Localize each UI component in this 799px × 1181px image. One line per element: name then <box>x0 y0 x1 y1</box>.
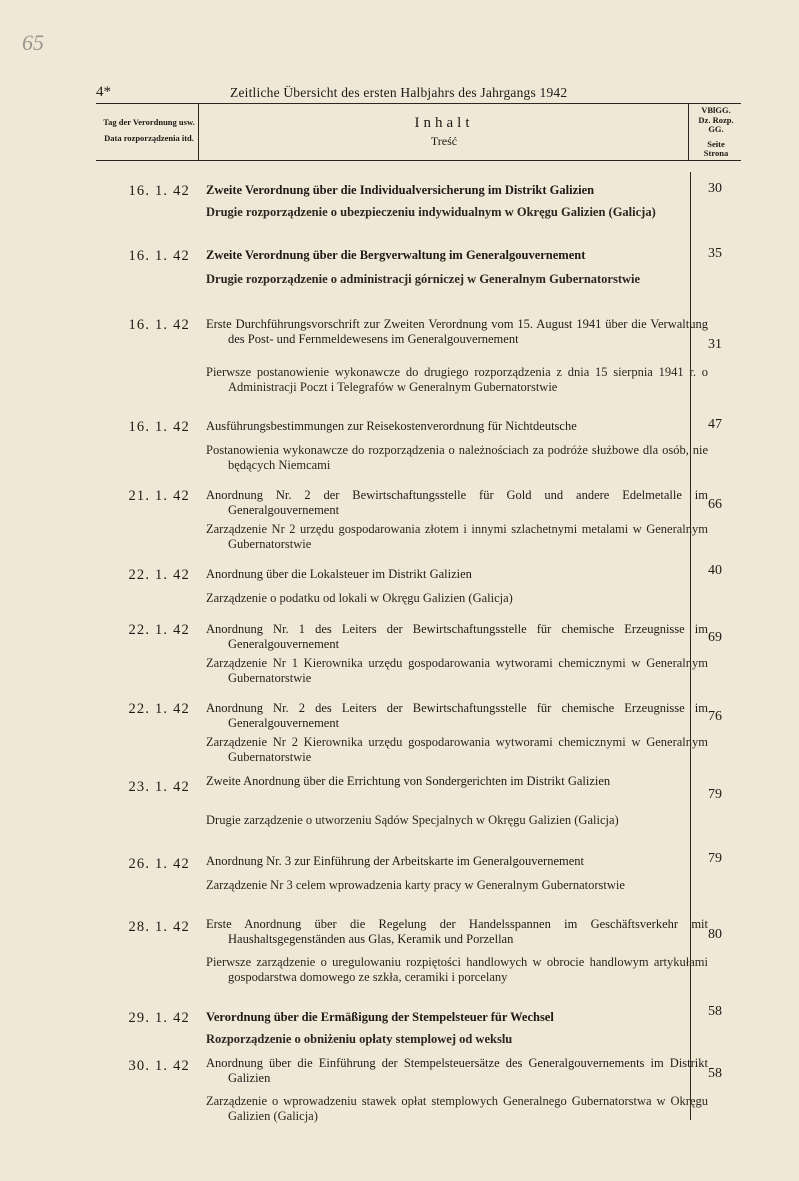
entry-title-de: Anordnung Nr. 2 des Leiters der Bewirtschaftungsstelle für chemische Erzeugnisse im Generalgouvernement <box>206 701 708 730</box>
header-bottom-rule <box>96 160 741 161</box>
entry-title-pl: Drugie rozporządzenie o administracji górniczej w Generalnym Gubernatorstwie <box>206 272 641 286</box>
entry-title-pl: Zarządzenie Nr 2 urzędu gospodarowania złotem i innymi szlachetnymi metalami w Generalnym Gubernatorstwie <box>206 522 708 551</box>
header-page-pl: Strona <box>703 148 729 158</box>
top-rule <box>96 103 741 104</box>
entry-title-de: Zweite Anordnung über die Errichtung von Sondergerichten im Distrikt Galizien <box>206 774 611 788</box>
entry-title-pl: Zarządzenie o wprowadzeniu stawek opłat stemplowych Generalnego Gubernatorstwa w Okręgu Galizien (Galicja) <box>206 1094 708 1123</box>
header-page-column <box>690 106 742 159</box>
entry-date: 16. 1. 42 <box>128 248 190 264</box>
entry-page: 47 <box>708 417 722 432</box>
running-head: Zeitliche Übersicht des ersten Halbjahrs des Jahrgangs 1942 <box>230 85 568 100</box>
entry-page: 40 <box>708 563 722 578</box>
column-rule-right-header <box>688 103 689 160</box>
entry-title-pl: Drugie rozporządzenie o ubezpieczeniu indywidualnym w Okręgu Galizien (Galicja) <box>206 205 656 219</box>
entry-page: 35 <box>708 246 722 261</box>
entry-title-de: Erste Durchführungsvorschrift zur Zweiten Verordnung vom 15. August 1941 über die Verwaltung des Post- und Fernmeldewesens im Generalgouvernement <box>206 317 708 346</box>
entry-title-pl: Pierwsze postanowienie wykonawcze do drugiego rozporządzenia z dnia 15 sierpnia 1941 r. o Administracji Poczt i Telegrafów w Generalnym Gubernatorstwie <box>206 365 708 394</box>
entry-page: 58 <box>708 1066 722 1081</box>
entry-title-pl: Zarządzenie Nr 3 celem wprowadzenia karty pracy w Generalnym Gubernatorstwie <box>206 878 625 892</box>
entry-date: 22. 1. 42 <box>128 701 190 717</box>
entry-date: 29. 1. 42 <box>128 1010 190 1026</box>
entry-title-de: Anordnung Nr. 2 der Bewirtschaftungsstelle für Gold und andere Edelmetalle im Generalgouvernement <box>206 488 708 517</box>
entry-page: 79 <box>708 787 722 802</box>
entry-page: 76 <box>708 709 722 724</box>
entry-title-de: Anordnung Nr. 1 des Leiters der Bewirtschaftungsstelle für chemische Erzeugnisse im Generalgouvernement <box>206 622 708 651</box>
entry-title-de: Zweite Verordnung über die Bergverwaltung im Generalgouvernement <box>206 248 586 262</box>
entry-date: 26. 1. 42 <box>128 856 190 872</box>
header-content-de: Inhalt <box>414 115 474 131</box>
entry-page: 66 <box>708 497 722 512</box>
entry-date: 21. 1. 42 <box>128 488 190 504</box>
entry-date: 16. 1. 42 <box>128 419 190 435</box>
header-date-column <box>100 117 198 143</box>
entry-title-de: Erste Anordnung über die Regelung der Handelsspannen im Geschäftsverkehr mit Haushaltsgegenständen aus Glas, Keramik und Porzellan <box>206 917 708 946</box>
entry-page: 58 <box>708 1004 722 1019</box>
entry-title-pl: Pierwsze zarządzenie o uregulowaniu rozpiętości handlowych w obrocie handlowym artykułami gospodarstwa domowego ze szkła, ceramiki i porcelany <box>206 955 708 984</box>
entry-title-de: Ausführungsbestimmungen zur Reisekostenverordnung für Nichtdeutsche <box>206 419 577 433</box>
entry-title-de: Zweite Verordnung über die Individualversicherung im Distrikt Galizien <box>206 183 595 197</box>
entry-date: 23. 1. 42 <box>128 779 190 795</box>
entry-title-pl: Zarządzenie Nr 2 Kierownika urzędu gospodarowania wytworami chemicznymi w Generalnym Gubernatorstwie <box>206 735 708 764</box>
entry-page: 80 <box>708 927 722 942</box>
header-source-abbr-1: VBlGG. <box>701 105 731 115</box>
header-page-de: Seite <box>707 138 725 149</box>
entry-title-de: Anordnung über die Einführung der Stempelsteuersätze des Generalgouvernements im Distrikt Galizien <box>206 1056 708 1085</box>
entry-title-pl: Drugie zarządzenie o utworzeniu Sądów Specjalnych w Okręgu Galizien (Galicja) <box>206 813 619 827</box>
header-date-de: Tag der Verordnung usw. <box>103 117 195 127</box>
header-content-column <box>200 115 688 149</box>
entry-title-de: Anordnung Nr. 3 zur Einführung der Arbeitskarte im Generalgouvernement <box>206 854 585 868</box>
entry-date: 16. 1. 42 <box>128 317 190 333</box>
entry-title-de: Verordnung über die Ermäßigung der Stempelsteuer für Wechsel <box>206 1010 554 1024</box>
entry-title-pl: Postanowienia wykonawcze do rozporządzenia o należnościach za podróże służbowe dla osób, nie będących Niemcami <box>206 443 708 472</box>
header-content-pl: Treść <box>430 134 458 148</box>
entry-date: 22. 1. 42 <box>128 567 190 583</box>
entry-date: 22. 1. 42 <box>128 622 190 638</box>
entry-title-de: Anordnung über die Lokalsteuer im Distrikt Galizien <box>206 567 472 581</box>
entry-page: 30 <box>708 181 722 196</box>
entry-page: 69 <box>708 630 722 645</box>
entry-page: 79 <box>708 851 722 866</box>
entry-title-pl: Rozporządzenie o obniżeniu opłaty stemplowej od wekslu <box>206 1032 513 1046</box>
column-rule-left <box>198 103 199 160</box>
pencil-mark: 65 <box>22 30 44 55</box>
header-source-abbr-2: Dz. Rozp. GG. <box>698 114 734 134</box>
entry-date: 16. 1. 42 <box>128 183 190 199</box>
entry-title-pl: Zarządzenie o podatku od lokali w Okręgu Galizien (Galicja) <box>206 591 513 605</box>
page-number: 4* <box>96 84 111 100</box>
header-date-pl: Data rozporządzenia itd. <box>104 133 194 143</box>
entry-page: 31 <box>708 337 722 352</box>
entry-date: 28. 1. 42 <box>128 919 190 935</box>
entry-title-pl: Zarządzenie Nr 1 Kierownika urzędu gospodarowania wytworami chemicznymi w Generalnym Gubernatorstwie <box>206 656 708 685</box>
entry-date: 30. 1. 42 <box>128 1058 190 1074</box>
